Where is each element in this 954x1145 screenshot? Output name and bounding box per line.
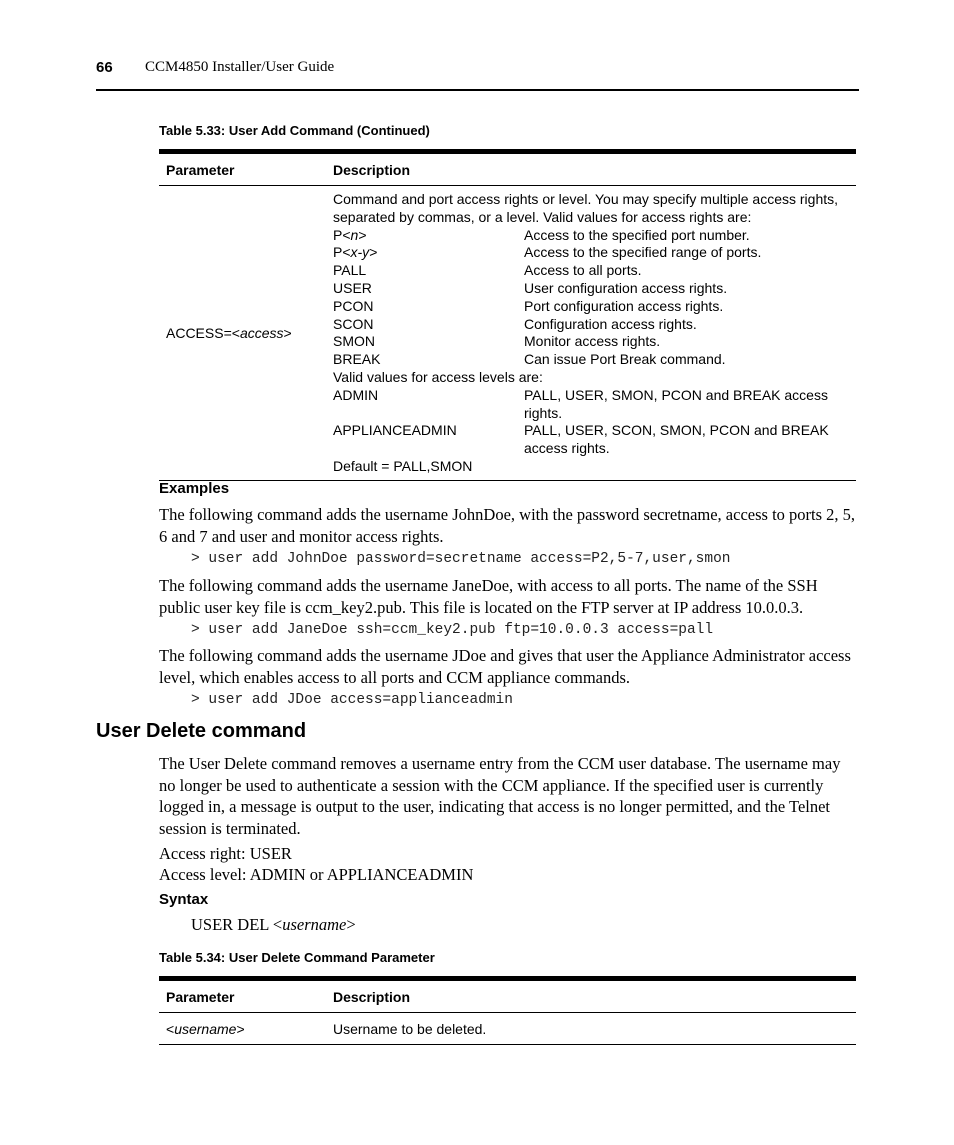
access-right-row: P<x-y> Access to the specified range of ports. [333, 244, 762, 261]
access-right-text: Access right: USER [159, 844, 292, 863]
parameter-cell: <username> [159, 1013, 326, 1045]
description-cell: Username to be deleted. [326, 1013, 856, 1045]
access-right-row: BREAK Can issue Port Break command. [333, 351, 726, 368]
example-code: > user add JaneDoe ssh=ccm_key2.pub ftp=10.0.0.3 access=pall [191, 622, 714, 638]
example-paragraph: The following command adds the username JaneDoe, with access to all ports. The name of the SSH public user key file is ccm_key2.pub. This file is located on the FTP server at IP address 10.0.0.3. [159, 576, 818, 617]
levels-intro: Valid values for access levels are: [333, 368, 543, 385]
header-rule [96, 89, 859, 91]
guide-title: CCM4850 Installer/User Guide [145, 59, 335, 75]
example-code: > user add JohnDoe password=secretname access=P2,5-7,user,smon [191, 551, 731, 567]
page-header [96, 59, 859, 79]
access-right-row: SMON Monitor access rights. [333, 333, 661, 350]
syntax-line: USER DEL <username> [191, 915, 356, 934]
access-level-text: Access level: ADMIN or APPLIANCEADMIN [159, 865, 474, 884]
page-number: 66 [96, 59, 113, 76]
syntax-heading: Syntax [159, 891, 209, 908]
parameter-cell: ACCESS=<access> [159, 186, 326, 481]
access-right-row: PCON Port configuration access rights. [333, 297, 724, 314]
example-paragraph: The following command adds the username JohnDoe, with the password secretname, access to ports 2, 5, 6 and 7 and user and monitor access rights. [159, 505, 856, 546]
column-header-parameter: Parameter [159, 152, 326, 186]
user-add-parameter-table [159, 149, 856, 481]
example-code: > user add JDoe access=applianceadmin [191, 692, 513, 708]
table-row [159, 1013, 856, 1045]
intro-line: separated by commas, or a level. Valid values for access rights are: [333, 208, 752, 225]
intro-line: Command and port access rights or level. You may specify multiple access rights, [333, 191, 839, 207]
access-level-row: ADMIN PALL, USER, SMON, PCON and BREAK access rights. [333, 386, 828, 421]
examples-heading: Examples [159, 480, 230, 497]
access-level-row: APPLIANCEADMIN PALL, USER, SCON, SMON, PCON and BREAK access rights. [333, 422, 829, 457]
access-right-row: P<n> Access to the specified port number. [333, 226, 750, 243]
column-header-description: Description [326, 979, 856, 1013]
section-description: The User Delete command removes a username entry from the CCM user database. The username may no longer be used to authenticate a session with the CCM appliance. If the specified user is currently logged in, a message is output to the user, indicating that access is no longer permitted, and the Telnet session is terminated. [159, 754, 841, 838]
section-heading: User Delete command [96, 720, 307, 742]
default-value: Default = PALL,SMON [333, 457, 473, 474]
description-cell [326, 186, 856, 481]
access-right-row: SCON Configuration access rights. [333, 315, 697, 332]
access-right-row: USER User configuration access rights. [333, 279, 728, 296]
table-5-33-caption: Table 5.33: User Add Command (Continued) [159, 123, 430, 138]
example-paragraph: The following command adds the username JDoe and gives that user the Appliance Administrator access level, which enables access to all ports and CCM appliance commands. [159, 646, 851, 687]
user-delete-parameter-table [159, 976, 856, 1045]
table-5-34-caption: Table 5.34: User Delete Command Parameter [159, 950, 435, 965]
table-row [159, 186, 856, 481]
column-header-parameter: Parameter [159, 979, 326, 1013]
column-header-description: Description [326, 152, 856, 186]
access-right-row: PALL Access to all ports. [333, 262, 642, 279]
